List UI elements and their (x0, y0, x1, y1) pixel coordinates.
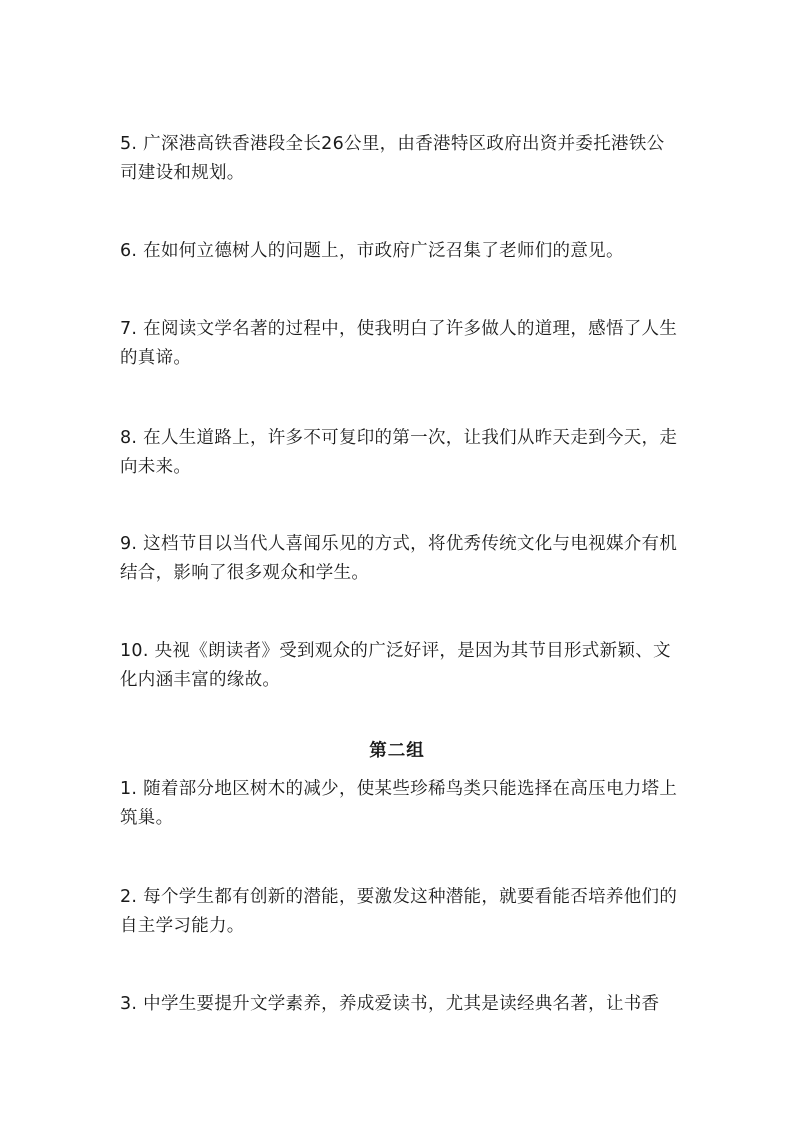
sentence-item-5: 5. 广深港高铁香港段全长26公里，由香港特区政府出资并委托港铁公司建设和规划。 (120, 134, 665, 183)
sentence-item-g2-3: 3. 中学生要提升文学素养，养成爱读书，尤其是读经典名著，让书香 (120, 994, 660, 1014)
sentence-item-g2-2: 2. 每个学生都有创新的潜能，要激发这种潜能，就要看能否培养他们的自主学习能力。 (120, 887, 678, 936)
sentence-item-8: 8. 在人生道路上，许多不可复印的第一次，让我们从昨天走到今天，走向未来。 (120, 428, 678, 477)
sentence-item-g2-1: 1. 随着部分地区树木的减少，使某些珍稀鸟类只能选择在高压电力塔上筑巢。 (120, 779, 678, 828)
sentence-item-10: 10. 央视《朗读者》受到观众的广泛好评，是因为其节目形式新颖、文化内涵丰富的缘故。 (120, 641, 671, 690)
sentence-item-6: 6. 在如何立德树人的问题上，市政府广泛召集了老师们的意见。 (120, 241, 624, 261)
sentence-item-9: 9. 这档节目以当代人喜闻乐见的方式，将优秀传统文化与电视媒介有机结合，影响了很多观众和学生。 (120, 534, 678, 583)
sentence-item-7: 7. 在阅读文学名著的过程中，使我明白了许多做人的道理，感悟了人生的真谛。 (120, 319, 678, 368)
section-heading-group-2: 第二组 (369, 741, 425, 761)
